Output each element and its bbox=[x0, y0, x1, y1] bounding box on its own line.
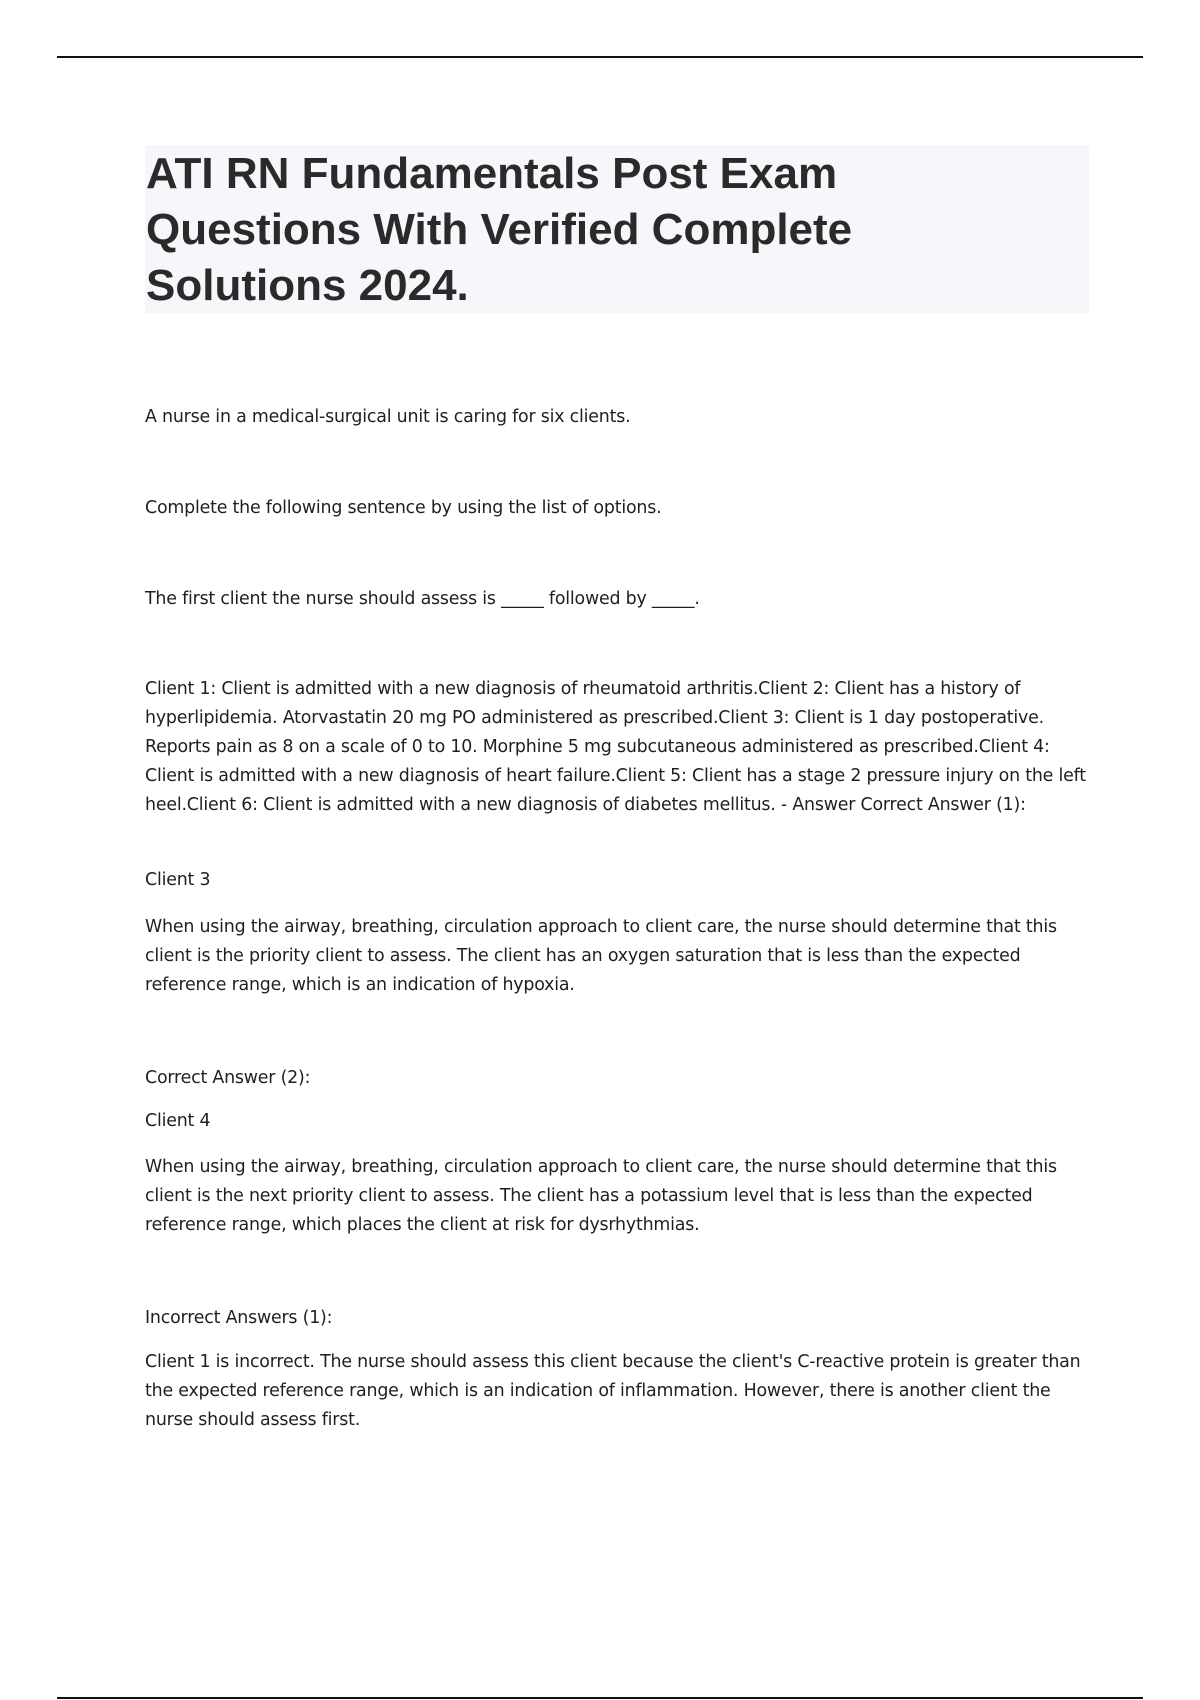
paragraph-rationale-2: When using the airway, breathing, circulation approach to client care, the nurse should determine that this client is the next priority client to assess. The client has a potassium level that is less than the expected reference range, which places the client at risk for dysrhythmias. bbox=[145, 1157, 1057, 1235]
paragraph-question: The first client the nurse should assess is _____ followed by _____. bbox=[145, 589, 700, 609]
paragraph-answer-2: Client 4 bbox=[145, 1111, 211, 1131]
paragraph-answer-1: Client 3 bbox=[145, 870, 211, 890]
paragraph-incorrect-label: Incorrect Answers (1): bbox=[145, 1308, 333, 1328]
paragraph-incorrect-rationale-1: Client 1 is incorrect. The nurse should assess this client because the client's C-reactive protein is greater than the expected reference range, which is an indication of inflammation. However, there is another client the nurse should assess first. bbox=[145, 1352, 1081, 1430]
bottom-divider bbox=[57, 1697, 1143, 1699]
top-divider bbox=[57, 56, 1143, 58]
paragraph-intro: A nurse in a medical-surgical unit is caring for six clients. bbox=[145, 407, 631, 427]
paragraph-client-list: Client 1: Client is admitted with a new diagnosis of rheumatoid arthritis.Client 2: Client has a history of hyperlipidemia. Atorvastatin 20 mg PO administered as prescribed.Client 3: Client is 1 day postoperative. Reports pain as 8 on a scale of 0 to 10. Morphine 5 mg subcutaneous administered as prescribed.Client 4: Client is admitted with a new diagnosis of heart failure.Client 5: Client has a stage 2 pressure injury on the left heel.Client 6: Client is admitted with a new diagnosis of diabetes mellitus. - Answer Correct Answer (1): bbox=[145, 679, 1086, 815]
paragraph-rationale-1: When using the airway, breathing, circulation approach to client care, the nurse should determine that this client is the priority client to assess. The client has an oxygen saturation that is less than the expected reference range, which is an indication of hypoxia. bbox=[145, 917, 1057, 995]
paragraph-instruction: Complete the following sentence by using the list of options. bbox=[145, 498, 662, 518]
document-title: ATI RN Fundamentals Post Exam Questions With Verified Complete Solutions 2024. bbox=[146, 149, 853, 310]
paragraph-correct-answer-2-label: Correct Answer (2): bbox=[145, 1068, 311, 1088]
